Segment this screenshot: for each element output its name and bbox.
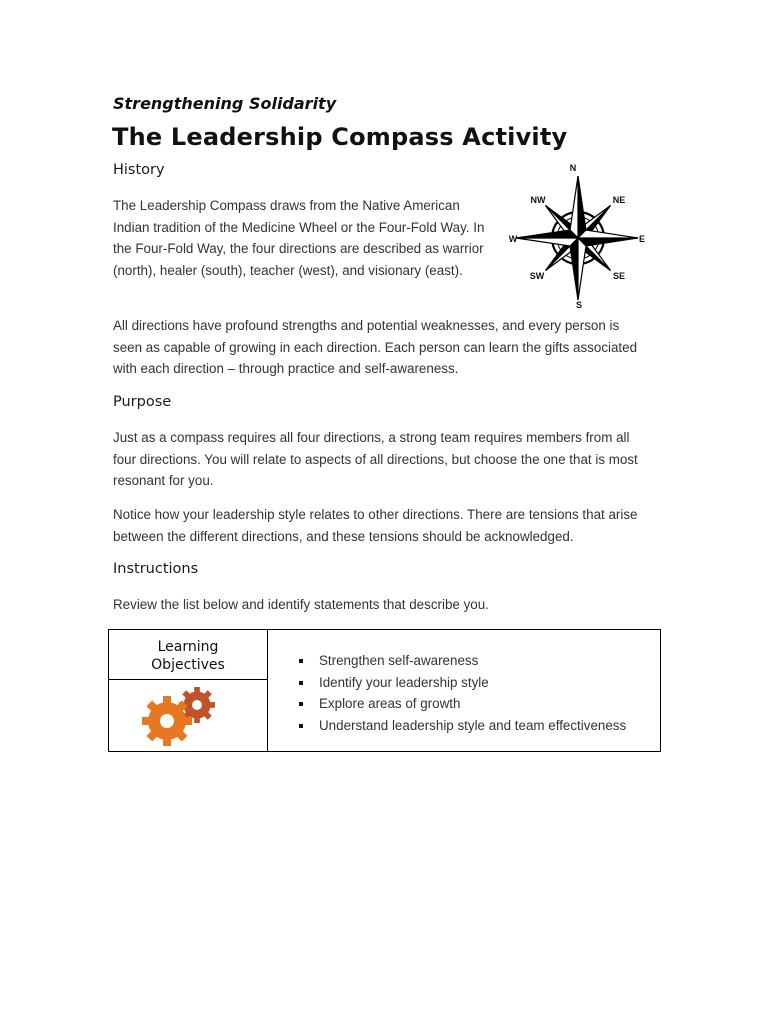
learning-objectives-label-line1: Learning — [157, 639, 219, 655]
list-item: Understand leadership style and team effectiveness — [294, 715, 626, 737]
learning-objectives-left-cell — [109, 630, 268, 751]
list-item: Explore areas of growth — [294, 693, 626, 715]
compass-label-w: W — [508, 234, 518, 244]
compass-label-se: SE — [612, 271, 626, 281]
instructions-heading: Instructions — [113, 561, 199, 577]
compass-label-n: N — [569, 163, 577, 173]
compass-label-nw: NW — [530, 195, 546, 205]
compass-label-e: E — [638, 234, 646, 244]
list-item: Strengthen self-awareness — [294, 650, 626, 672]
gears-icon — [139, 685, 221, 747]
list-item: Identify your leadership style — [294, 672, 626, 694]
history-paragraph-2: All directions have profound strengths and potential weaknesses, and every person is seen as capable of growing in each direction. Each person can learn the gifts associated with each direction – through practice and self-awareness. — [113, 318, 638, 376]
document-subtitle: Strengthening Solidarity — [113, 94, 337, 113]
learning-objectives-table — [108, 629, 661, 752]
history-heading: History — [113, 162, 165, 178]
compass-label-sw: SW — [529, 271, 545, 281]
learning-objectives-list — [294, 650, 626, 736]
instructions-paragraph: Review the list below and identify statements that describe you. — [113, 597, 489, 612]
learning-objectives-label — [109, 630, 267, 680]
purpose-heading: Purpose — [113, 394, 172, 410]
compass-rose-icon — [500, 158, 650, 310]
history-paragraph-1: The Leadership Compass draws from the Native American Indian tradition of the Medicine Wheel or the Four-Fold Way. In the Four-Fold Way, the four directions are described as warrior (north), healer (south), teacher (west), and visionary (east). — [113, 198, 485, 278]
document-title: The Leadership Compass Activity — [112, 123, 568, 151]
purpose-paragraph-1: Just as a compass requires all four directions, a strong team requires members from all four directions. You will relate to aspects of all directions, but choose the one that is most resonant for you. — [113, 430, 638, 488]
purpose-paragraph-2: Notice how your leadership style relates to other directions. There are tensions that arise between the different directions, and these tensions should be acknowledged. — [113, 507, 638, 544]
learning-objectives-label-line2: Objectives — [151, 657, 225, 673]
compass-label-s: S — [575, 300, 583, 310]
compass-label-ne: NE — [612, 195, 626, 205]
